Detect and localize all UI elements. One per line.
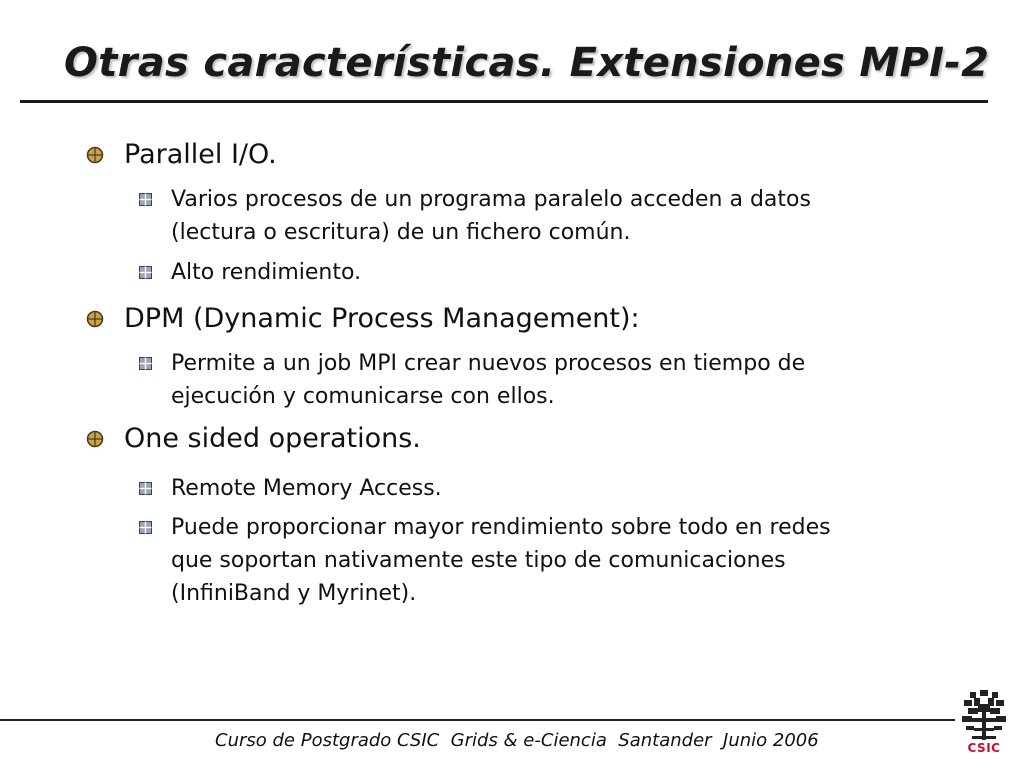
slide-title: Otras características. Extensiones MPI-2 [64, 40, 990, 86]
bullet-level2-text [171, 472, 951, 505]
bullet-level2-line: Varios procesos de un programa paralelo acceden a datos [171, 187, 811, 212]
bullet-level1-text: Parallel I/O. [124, 139, 277, 170]
bullet-level1-icon [86, 430, 104, 448]
footer-divider [0, 719, 955, 721]
bullet-level2-text [171, 347, 951, 413]
bullet-level2-icon [139, 193, 152, 206]
bullet-level2-line: Puede proporcionar mayor rendimiento sobre todo en redes [171, 515, 831, 540]
bullet-level2-text [171, 511, 951, 610]
csic-logo-text: CSIC [967, 741, 1001, 755]
bullet-level2-line: Remote Memory Access. [171, 476, 442, 501]
bullet-level1-icon [86, 146, 104, 164]
bullet-level2-line: Permite a un job MPI crear nuevos procesos en tiempo de [171, 351, 806, 376]
bullet-level2-icon [139, 482, 152, 495]
bullet-level1-text: One sided operations. [124, 423, 421, 454]
bullet-level2-text [171, 183, 951, 249]
bullet-level2-line: (InfiniBand y Myrinet). [171, 581, 417, 606]
bullet-level2-icon [139, 357, 152, 370]
bullet-level1-icon [86, 310, 104, 328]
bullet-level2-icon [139, 266, 152, 279]
bullet-level1-text: DPM (Dynamic Process Management): [124, 303, 640, 334]
bullet-level2-line: Alto rendimiento. [171, 260, 362, 285]
bullet-level2-line: (lectura o escritura) de un fichero común. [171, 220, 631, 245]
bullet-level2-line: que soportan nativamente este tipo de comunicaciones [171, 548, 786, 573]
bullet-level2-text [171, 256, 951, 289]
bullet-level2-line: ejecución y comunicarse con ellos. [171, 384, 555, 409]
slide-footer: Curso de Postgrado CSIC Grids & e-Ciencia Santander Junio 2006 [215, 730, 819, 751]
bullet-level2-icon [139, 521, 152, 534]
